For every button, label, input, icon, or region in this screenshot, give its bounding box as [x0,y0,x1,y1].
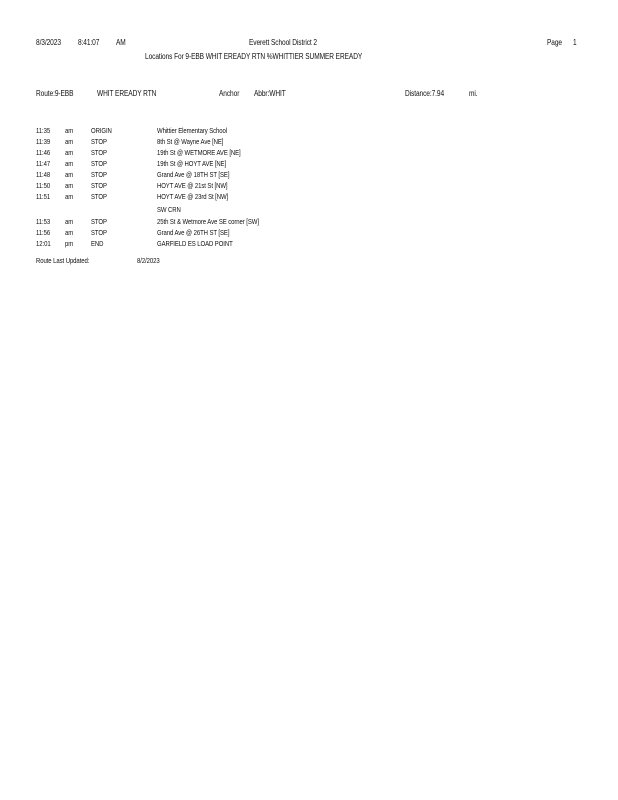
stop-location-continuation: SW CRN [157,205,181,214]
stop-type: STOP [91,170,107,179]
district-name: Everett School District 2 [249,38,317,47]
stop-type: STOP [91,192,107,201]
stop-time: 11:56 [36,228,51,237]
stop-time: 11:35 [36,126,51,135]
stop-location: Grand Ave @ 18TH ST [SE] [157,170,230,179]
stop-location: 25th St & Wetmore Ave SE corner [SW] [157,217,259,226]
stop-location: HOYT AVE @ 21st St [NW] [157,181,228,190]
stop-ampm: am [65,217,74,226]
stop-location: Grand Ave @ 26TH ST [SE] [157,228,230,237]
stop-ampm: am [65,181,74,190]
stop-time: 11:39 [36,137,51,146]
stop-location: HOYT AVE @ 23rd St [NW] [157,192,229,201]
stop-time: 11:48 [36,170,51,179]
stop-time: 12:01 [36,239,51,248]
stop-ampm: am [65,126,74,135]
stop-type: STOP [91,228,107,237]
stop-ampm: am [65,228,74,237]
stop-ampm: am [65,159,74,168]
stop-ampm: pm [65,239,74,248]
stop-type: STOP [91,159,107,168]
stop-type: STOP [91,148,107,157]
stop-time: 11:50 [36,181,51,190]
stop-location: GARFIELD ES LOAD POINT [157,239,233,248]
page-label: Page [547,38,563,47]
stop-location: 8th St @ Wayne Ave [NE] [157,137,224,146]
route-abbr: Abbr:WHIT [254,89,286,98]
stop-type: STOP [91,217,107,226]
stop-time: 11:51 [36,192,51,201]
stop-ampm: am [65,170,74,179]
stop-type: STOP [91,137,107,146]
report-ampm: AM [116,38,126,47]
stop-type: ORIGIN [91,126,112,135]
stop-type: END [91,239,104,248]
report-date: 8/3/2023 [36,38,61,47]
report-title: Locations For 9-EBB WHIT EREADY RTN %WHITTIER SUMMER EREADY [145,52,363,61]
report-time: 8:41:07 [78,38,100,47]
page-number: 1 [573,38,577,47]
stop-location: 19th St @ WETMORE AVE [NE] [157,148,241,157]
stop-ampm: am [65,148,74,157]
stop-location: Whittier Elementary School [157,126,228,135]
anchor-label: Anchor [219,89,240,98]
stop-type: STOP [91,181,107,190]
last-updated-date: 8/2/2023 [137,256,160,265]
route-distance: Distance:7.94 [405,89,445,98]
route-name: WHIT EREADY RTN [97,89,157,98]
distance-unit: mi. [469,89,478,98]
stop-ampm: am [65,192,74,201]
stop-time: 11:46 [36,148,51,157]
route-id: Route:9-EBB [36,89,74,98]
stop-ampm: am [65,137,74,146]
stop-location: 19th St @ HOYT AVE [NE] [157,159,227,168]
stop-time: 11:53 [36,217,51,226]
last-updated-label: Route Last Updated: [36,256,90,265]
stop-time: 11:47 [36,159,51,168]
